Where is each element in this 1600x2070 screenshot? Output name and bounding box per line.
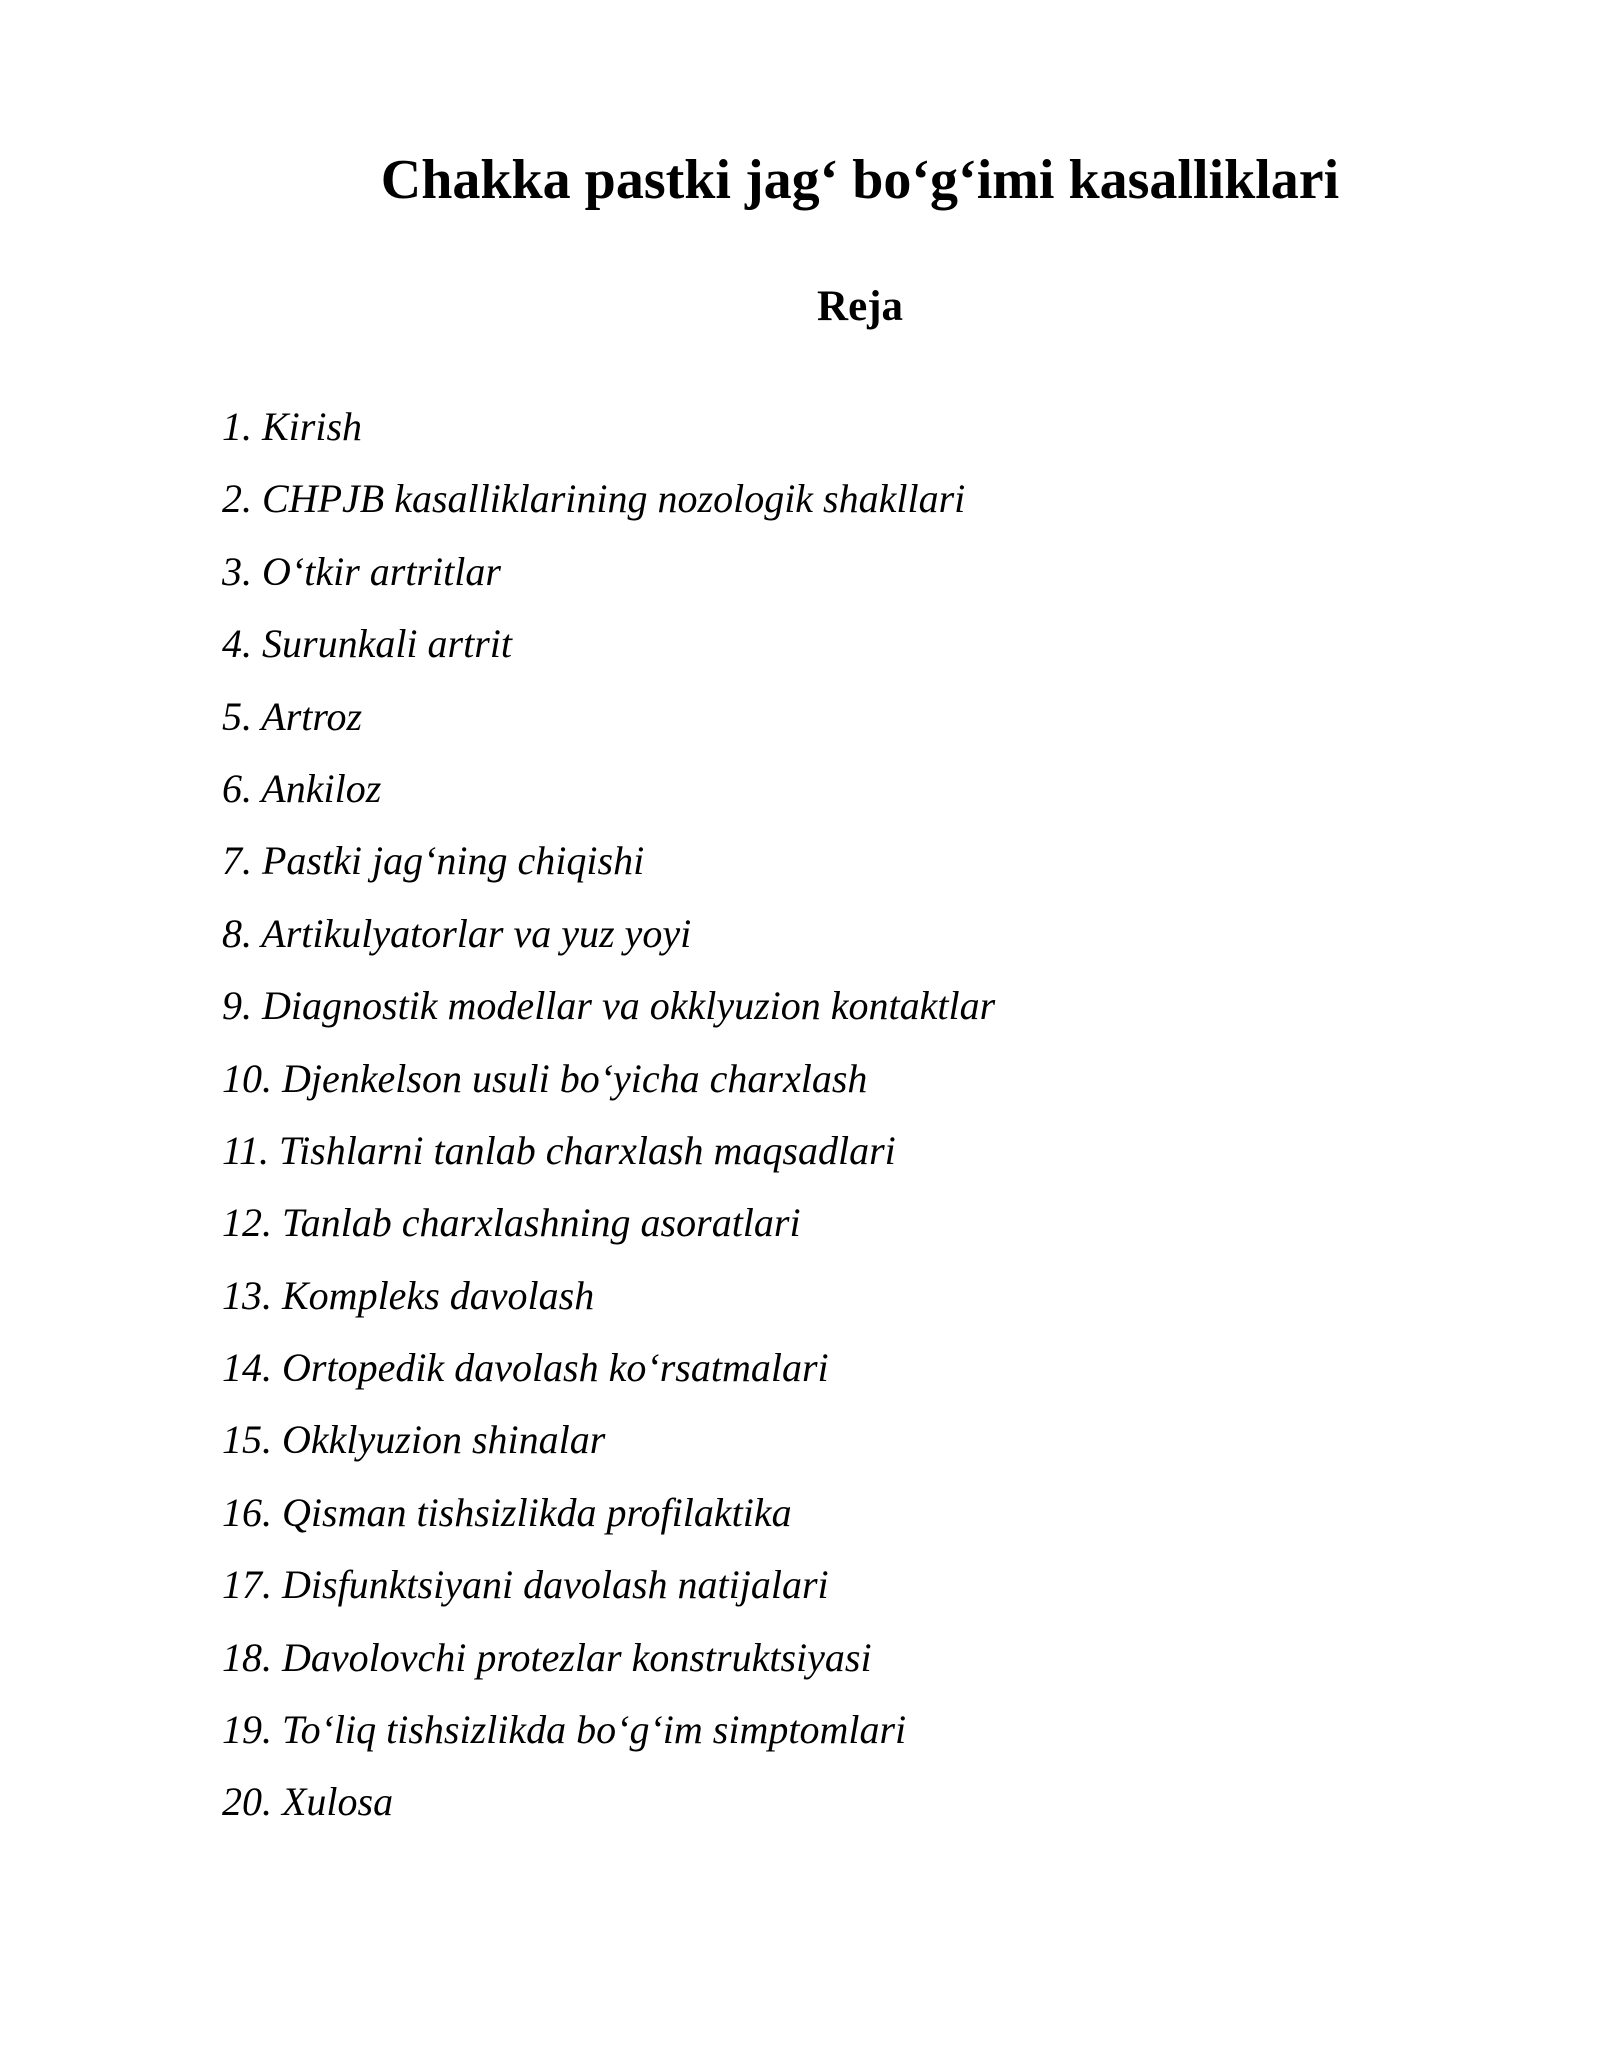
plan-list	[222, 391, 995, 1839]
plan-item: 9. Diagnostik modellar va okklyuzion kontaktlar	[222, 983, 996, 1029]
plan-item: 13. Kompleks davolash	[222, 1272, 595, 1318]
plan-item: 17. Disfunktsiyani davolash natijalari	[222, 1562, 829, 1608]
plan-item: 15. Okklyuzion shinalar	[222, 1417, 606, 1463]
plan-item: 6. Ankiloz	[222, 765, 382, 811]
plan-item: 11. Tishlarni tanlab charxlash maqsadlari	[222, 1127, 896, 1173]
plan-item: 20. Xulosa	[222, 1779, 394, 1825]
plan-item: 4. Surunkali artrit	[222, 621, 513, 667]
plan-item: 1. Kirish	[222, 404, 363, 449]
plan-item: 7. Pastki jag‘ning chiqishi	[222, 838, 645, 884]
plan-item: 18. Davolovchi protezlar konstruktsiyasi	[222, 1634, 872, 1680]
document-title: Chakka pastki jag‘ bo‘g‘imi kasalliklari	[380, 149, 1340, 211]
plan-item: 16. Qisman tishsizlikda profilaktika	[222, 1489, 792, 1535]
plan-item: 5. Artroz	[222, 693, 363, 739]
plan-item: 19. To‘liq tishsizlikda bo‘g‘im simptomlari	[222, 1707, 907, 1753]
plan-heading: Reja	[817, 283, 903, 330]
plan-item: 10. Djenkelson usuli bo‘yicha charxlash	[222, 1055, 868, 1101]
plan-item: 12. Tanlab charxlashning asoratlari	[222, 1200, 801, 1246]
plan-item: 2. CHPJB kasalliklarining nozologik shakllari	[222, 476, 966, 522]
plan-item: 14. Ortopedik davolash ko‘rsatmalari	[222, 1345, 829, 1391]
plan-item: 3. O‘tkir artritlar	[222, 548, 501, 594]
plan-item: 8. Artikulyatorlar va yuz yoyi	[222, 910, 692, 956]
